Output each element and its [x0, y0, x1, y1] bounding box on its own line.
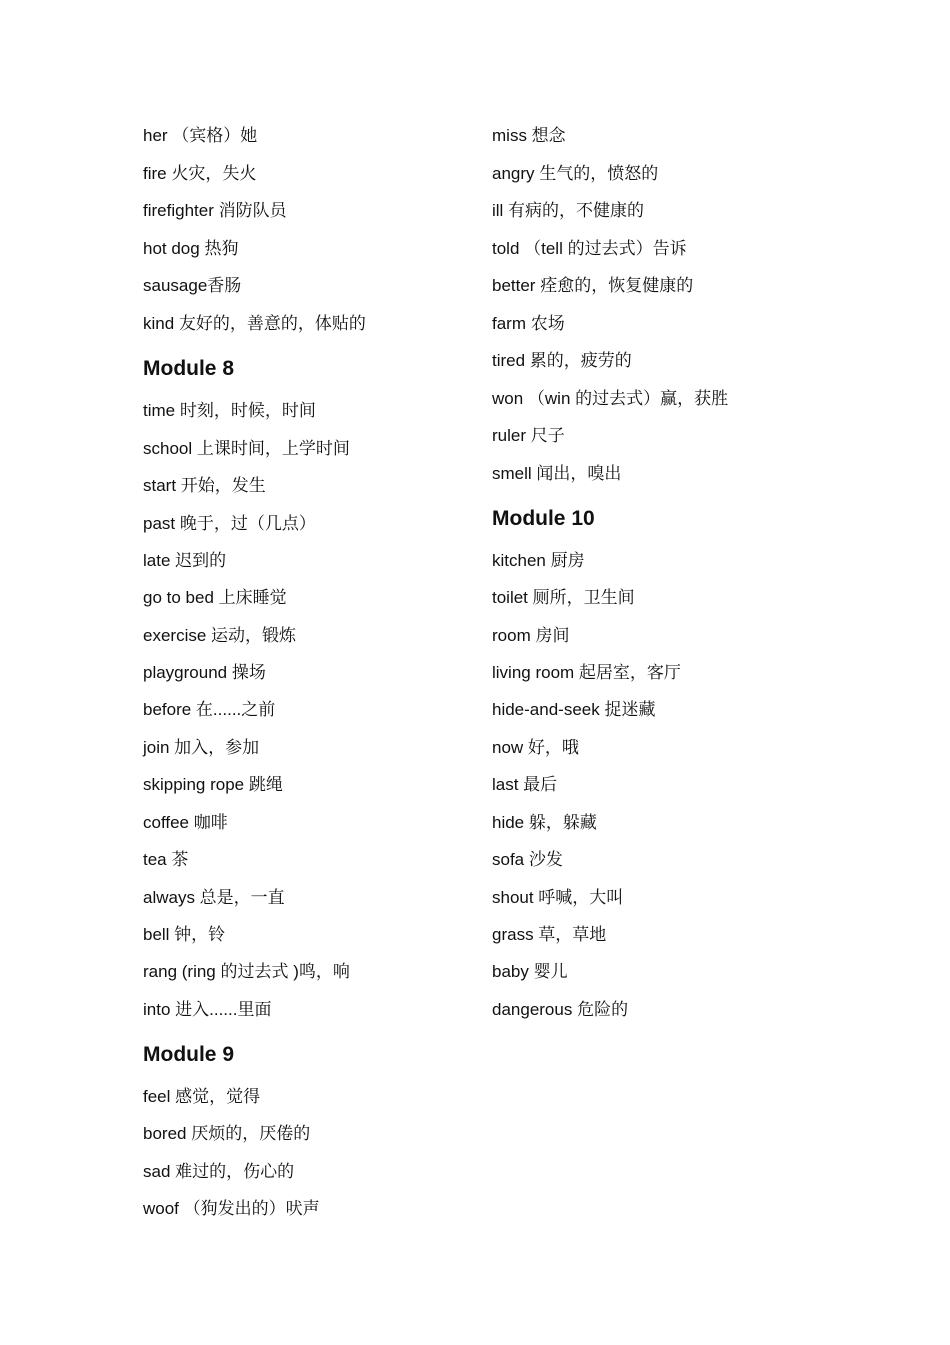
vocab-entry: dangerous 危险的	[492, 1000, 629, 1019]
vocab-entry: sausage香肠	[143, 276, 242, 295]
vocab-entry: late 迟到的	[143, 551, 227, 570]
vocab-entry: fire 火灾，失火	[143, 164, 257, 183]
vocab-entry: before 在......之前	[143, 700, 276, 719]
vocab-entry: school 上课时间，上学时间	[143, 439, 350, 458]
vocab-entry: hide 躲，躲藏	[492, 813, 597, 832]
module-9-heading: Module 9	[143, 1043, 235, 1066]
vocab-entry: exercise 运动，锻炼	[143, 626, 297, 645]
vocab-entry: sad 难过的，伤心的	[143, 1162, 295, 1181]
vocab-entry: tired 累的，疲劳的	[492, 351, 632, 370]
vocab-entry: living room 起居室，客厅	[492, 663, 681, 682]
vocab-entry: tea 茶	[143, 850, 189, 869]
vocab-entry: kitchen 厨房	[492, 551, 585, 570]
module-10-heading: Module 10	[492, 507, 595, 530]
vocab-entry: last 最后	[492, 775, 558, 794]
vocab-entry: into 进入......里面	[143, 1000, 272, 1019]
vocab-entry: grass 草，草地	[492, 925, 607, 944]
vocab-entry: miss 想念	[492, 126, 566, 145]
vocab-entry: sofa 沙发	[492, 850, 563, 869]
vocab-entry: ruler 尺子	[492, 426, 565, 445]
vocab-entry: smell 闻出，嗅出	[492, 464, 622, 483]
vocab-entry: rang (ring 的过去式 )鸣，响	[143, 962, 350, 981]
vocab-entry: skipping rope 跳绳	[143, 775, 283, 794]
vocab-entry: toilet 厕所，卫生间	[492, 588, 635, 607]
vocab-entry: hide-and-seek 捉迷藏	[492, 700, 656, 719]
vocab-entry: baby 婴儿	[492, 962, 568, 981]
vocab-entry: bored 厌烦的，厌倦的	[143, 1124, 311, 1143]
vocab-entry: angry 生气的，愤怒的	[492, 164, 659, 183]
vocab-entry: bell 钟，铃	[143, 925, 226, 944]
vocab-entry: room 房间	[492, 626, 570, 645]
module-8-heading: Module 8	[143, 357, 235, 380]
vocab-entry: hot dog 热狗	[143, 239, 239, 258]
vocab-entry: won （win 的过去式）赢，获胜	[492, 389, 729, 408]
vocab-entry: coffee 咖啡	[143, 813, 228, 832]
vocab-entry: ill 有病的，不健康的	[492, 201, 645, 220]
vocab-entry: woof （狗发出的）吠声	[143, 1199, 320, 1218]
vocab-entry: better 痊愈的，恢复健康的	[492, 276, 694, 295]
vocab-entry: shout 呼喊，大叫	[492, 888, 624, 907]
vocab-entry: now 好，哦	[492, 738, 579, 757]
vocab-entry: firefighter 消防队员	[143, 201, 287, 220]
vocab-entry: told （tell 的过去式）告诉	[492, 239, 687, 258]
vocab-entry: her （宾格）她	[143, 126, 258, 145]
vocab-entry: time 时刻，时候，时间	[143, 401, 316, 420]
vocab-entry: start 开始，发生	[143, 476, 266, 495]
vocab-entry: past 晚于，过（几点）	[143, 514, 316, 533]
vocab-entry: join 加入，参加	[143, 738, 260, 757]
vocab-entry: always 总是，一直	[143, 888, 285, 907]
vocab-entry: kind 友好的，善意的，体贴的	[143, 314, 366, 333]
vocab-entry: feel 感觉，觉得	[143, 1087, 261, 1106]
vocab-entry: farm 农场	[492, 314, 565, 333]
vocab-entry: playground 操场	[143, 663, 266, 682]
vocab-entry: go to bed 上床睡觉	[143, 588, 287, 607]
